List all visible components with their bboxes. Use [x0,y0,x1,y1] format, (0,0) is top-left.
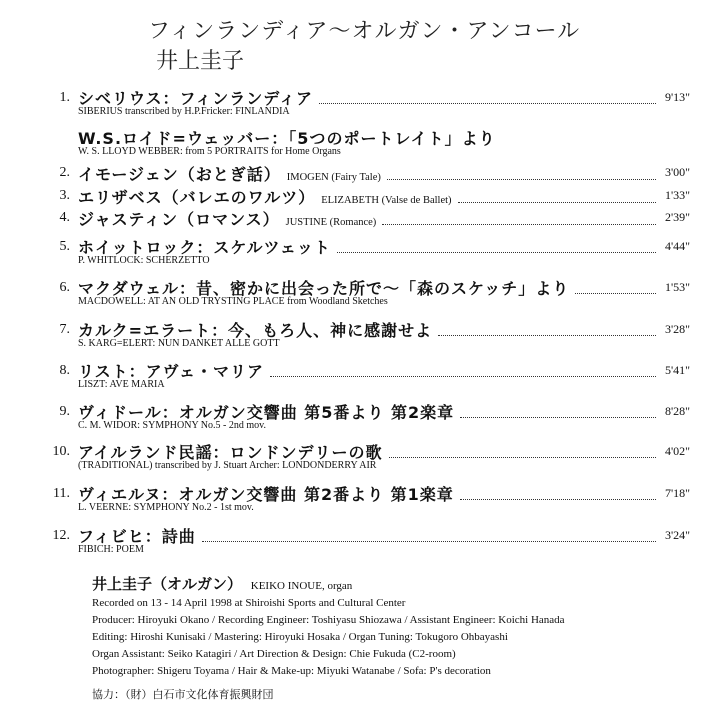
performer-name-jp: 井上圭子（オルガン） [92,575,243,593]
track-title-jp: シベリウス：フィンランディア [78,89,313,108]
track-duration: 8'28" [664,404,690,418]
leader-dots [337,252,656,253]
credit-line: Producer: Hiroyuki Okano / Recording Engineer: Toshiyasu Shiozawa / Assistant Engineer: Koichi Hanada [92,614,565,626]
track-title-jp: アイルランド民謡：ロンドンデリーの歌 [78,443,383,462]
track-title-jp: ホイットロック：スケルツェット [78,238,331,257]
track-title-en: JUSTINE (Romance) [285,217,377,228]
leader-dots [460,417,656,418]
track-title-en: MACDOWELL: AT AN OLD TRYSTING PLACE from Woodland Sketches [78,296,388,307]
track-number: 7. [59,322,70,337]
leader-dots [458,202,656,203]
track-title-en: C. M. WIDOR: SYMPHONY No.5 - 2nd mov. [78,420,266,431]
leader-dots [319,103,656,104]
leader-dots [382,224,656,225]
track-number: 10. [52,444,70,459]
credit-line: Editing: Hiroshi Kunisaki / Mastering: Hiroyuki Hosaka / Organ Tuning: Tokugoro Ohbayashi [92,631,508,643]
credit-line: Photographer: Shigeru Toyama / Hair & Make-up: Miyuki Watanabe / Sofa: P's decoration [92,665,491,677]
track-number: 8. [59,363,70,378]
artist-name: 井上圭子 [156,49,245,74]
track-title-en: W. S. LLOYD WEBBER: from 5 PORTRAITS for Home Organs [78,146,341,157]
track-duration: 1'33" [664,188,690,202]
track-duration: 9'13" [664,90,690,104]
credit-line: Organ Assistant: Seiko Katagiri / Art Direction & Design: Chie Fukuda (C2-room) [92,648,456,660]
track-title-jp: フィビヒ：詩曲 [78,527,196,546]
leader-dots [270,376,656,377]
track-duration: 2'39" [664,210,690,224]
track-duration: 3'00" [664,165,690,179]
track-number: 3. [59,188,70,203]
track-title-en: (TRADITIONAL) transcribed by J. Stuart Archer: LONDONDERRY AIR [78,460,377,471]
track-title-jp: イモージェン（おとぎ話） [78,165,281,184]
track-title-en: SIBERIUS transcribed by H.P.Fricker: FINLANDIA [78,106,290,117]
leader-dots [460,499,656,500]
track-title-jp: ヴィドール：オルガン交響曲 第5番より 第2楽章 [78,403,455,422]
track-title-jp: マクダウェル：昔、密かに出会った所で〜「森のスケッチ」より [78,279,570,298]
track-duration: 3'28" [664,322,690,336]
track-title-en: FIBICH: POEM [78,544,144,555]
track-title-jp: エリザベス（バレエのワルツ） [78,188,316,207]
track-duration: 3'24" [664,528,690,542]
track-title-jp: リスト：アヴェ・マリア [78,362,265,381]
track-duration: 1'53" [664,280,690,294]
track-number: 1. [59,90,70,105]
track-number: 12. [52,528,70,543]
leader-dots [438,335,656,336]
performer-name-en: KEIKO INOUE, organ [250,580,353,592]
track-duration: 4'02" [664,444,690,458]
track-duration: 7'18" [664,486,690,500]
track-number: 11. [53,486,70,501]
track-title-en: P. WHITLOCK: SCHERZETTO [78,255,210,266]
track-title-jp: ヴィエルヌ：オルガン交響曲 第2番より 第1楽章 [78,485,454,504]
cooperation-credit: 協力：（財）白石市文化体育振興財団 [92,688,274,701]
track-number: 5. [59,239,70,254]
leader-dots [202,541,656,542]
album-title: フィンランディア〜オルガン・アンコール [148,19,581,44]
recording-info: Recorded on 13 - 14 April 1998 at Shiroishi Sports and Cultural Center [92,597,406,609]
track-title-en: ELIZABETH (Valse de Ballet) [321,195,452,206]
track-title-en: IMOGEN (Fairy Tale) [286,172,381,183]
track-number: 6. [59,280,70,295]
credits-block [92,576,565,703]
track-duration: 4'44" [664,239,690,253]
track-title-jp: カルク=エラート：今、もろ人、神に感謝せよ [78,321,433,340]
leader-dots [387,179,656,180]
track-title-en: LISZT: AVE MARIA [78,379,165,390]
track-title-jp: W.S.ロイド=ウェッバー：「5つのポートレイト」より [78,129,496,148]
leader-dots [389,457,656,458]
leader-dots [575,293,656,294]
track-title-en: S. KARG=ELERT: NUN DANKET ALLE GOTT [78,338,280,349]
track-number: 4. [59,210,70,225]
track-duration: 5'41" [664,363,690,377]
track-title-jp: ジャスティン（ロマンス） [78,210,280,229]
track-number: 9. [59,404,70,419]
track-title-en: L. VEERNE: SYMPHONY No.2 - 1st mov. [78,502,254,513]
track-number: 2. [59,165,70,180]
